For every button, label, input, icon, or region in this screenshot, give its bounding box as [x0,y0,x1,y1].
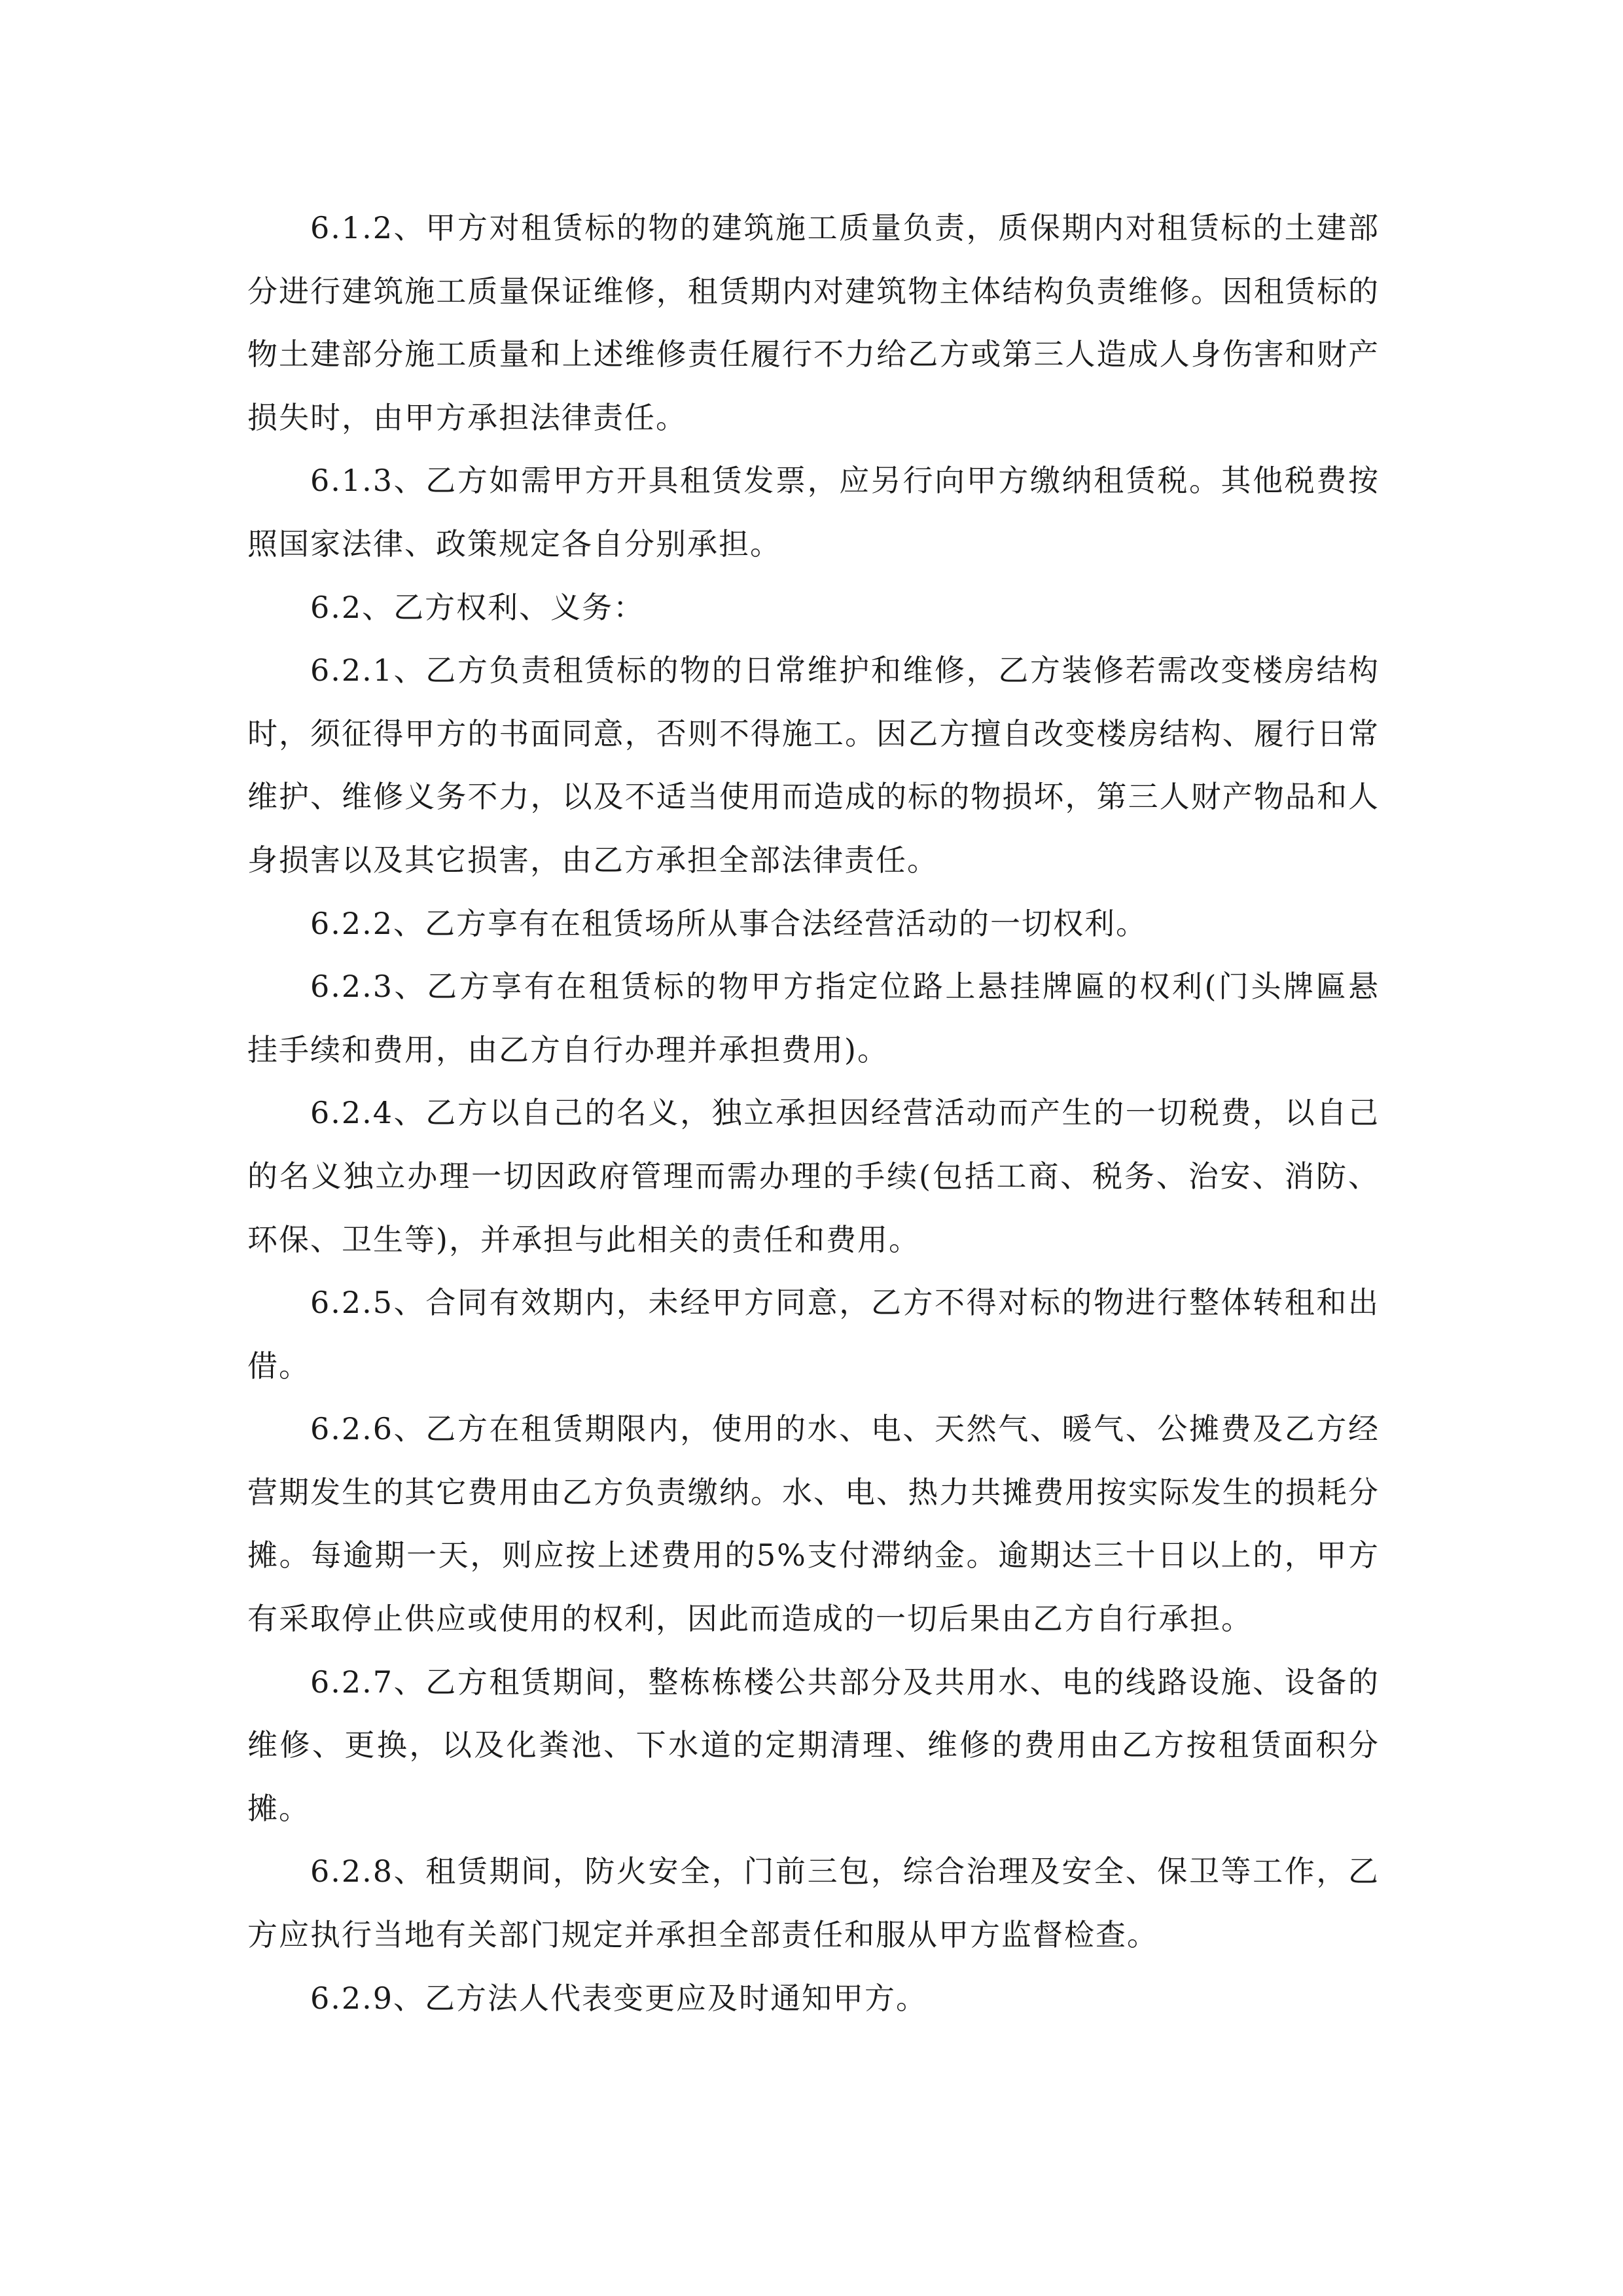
clause-6-2-2: 6.2.2、乙方享有在租赁场所从事合法经营活动的一切权利。 [310,905,1148,941]
clause-6-2-1: 6.2.1、乙方负责租赁标的物的日常维护和维修，乙方装修若需改变楼房结构时，须征得甲方的书面同意，否则不得施工。因乙方擅自改变楼房结构、履行日常维护、维修义务不力，以及不适当使用而造成的标的物损坏，第三人财产物品和人身损害以及其它损害，由乙方承担全部法律责任。 [247,653,1380,878]
clause-6-2-7: 6.2.7、乙方租赁期间，整栋栋楼公共部分及共用水、电的线路设施、设备的维修、更换，以及化粪池、下水道的定期清理、维修的费用由乙方按租赁面积分摊。 [247,1664,1380,1826]
document-body [247,196,1380,2030]
clause-6-1-2: 6.1.2、甲方对租赁标的物的建筑施工质量负责，质保期内对租赁标的土建部分进行建筑施工质量保证维修，租赁期内对建筑物主体结构负责维修。因租赁标的物土建部分施工质量和上述维修责任履行不力给乙方或第三人造成人身伤害和财产损失时，由甲方承担法律责任。 [247,210,1380,435]
clause-6-2-9: 6.2.9、乙方法人代表变更应及时通知甲方。 [310,1980,928,2016]
clause-6-2-4: 6.2.4、乙方以自己的名义，独立承担因经营活动而产生的一切税费，以自己的名义独立办理一切因政府管理而需办理的手续(包括工商、税务、治安、消防、环保、卫生等)，并承担与此相关的责任和费用。 [247,1095,1380,1257]
clause-6-2-3: 6.2.3、乙方享有在租赁标的物甲方指定位路上悬挂牌匾的权利(门头牌匾悬挂手续和费用，由乙方自行办理并承担费用)。 [247,969,1380,1067]
clause-6-1-3: 6.1.3、乙方如需甲方开具租赁发票，应另行向甲方缴纳租赁税。其他税费按照国家法律、政策规定各自分别承担。 [247,463,1380,562]
clause-6-2-heading: 6.2、乙方权利、义务： [310,589,645,625]
clause-6-2-5: 6.2.5、合同有效期内，未经甲方同意，乙方不得对标的物进行整体转租和出借。 [247,1285,1380,1384]
clause-6-2-8: 6.2.8、租赁期间，防火安全，门前三包，综合治理及安全、保卫等工作，乙方应执行当地有关部门规定并承担全部责任和服从甲方监督检查。 [247,1854,1380,1953]
clause-6-2-6: 6.2.6、乙方在租赁期限内，使用的水、电、天然气、暖气、公摊费及乙方经营期发生的其它费用由乙方负责缴纳。水、电、热力共摊费用按实际发生的损耗分摊。每逾期一天，则应按上述费用的5%支付滞纳金。逾期达三十日以上的，甲方有采取停止供应或使用的权利，因此而造成的一切后果由乙方自行承担。 [247,1411,1380,1637]
